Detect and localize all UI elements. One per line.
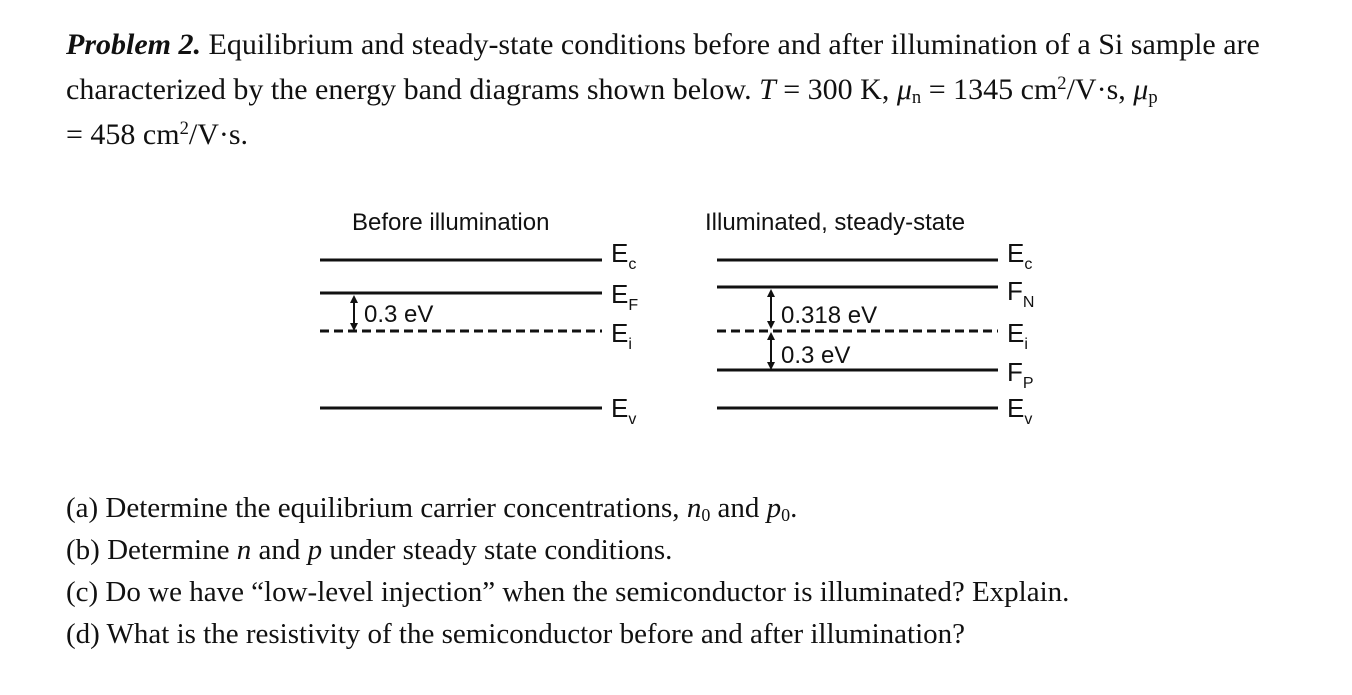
question-b: (b) Determine n and p under steady state conditions.	[66, 534, 673, 566]
after-fn-label: $F_N$	[1007, 276, 1035, 311]
before-title: Before illumination	[352, 209, 550, 236]
after-title: Illuminated, steady-state	[705, 209, 966, 236]
after-lower-label: 0.3 eV	[781, 342, 851, 369]
mu-p-unit: /V·s.	[188, 118, 249, 151]
before-ev-label: $E_v$	[611, 393, 637, 428]
after-ei-label: $E_i$	[1007, 318, 1028, 353]
before-gap-label: 0.3 eV	[364, 301, 434, 328]
temperature-symbol: T	[759, 73, 776, 106]
question-d: (d) What is the resistivity of the semiconductor before and after illumination?	[66, 618, 965, 650]
before-ei-label: $E_i$	[611, 318, 632, 353]
before-ec-label: $E_c$	[611, 238, 637, 273]
illuminated-panel	[705, 209, 1034, 428]
problem-text: Equilibrium and steady-state conditions before and after illumination of a Si sample are characterized by the energy band diagrams shown below.	[66, 28, 1260, 106]
after-fp-label: $F_P$	[1007, 357, 1034, 392]
mu-p-exponent: 2	[179, 117, 189, 139]
before-ef-label: $E_F$	[611, 279, 639, 314]
question-list	[66, 487, 1316, 655]
mu-p-subscript: p	[1148, 87, 1158, 109]
mu-p-symbol: μ	[1133, 73, 1149, 106]
mu-n-exponent: 2	[1057, 72, 1067, 94]
after-upper-label: 0.318 eV	[781, 302, 878, 329]
mu-n-subscript: n	[911, 87, 922, 109]
before-illumination-panel	[320, 209, 638, 428]
problem-title: Problem 2.	[66, 28, 201, 61]
question-a: (a) Determine the equilibrium carrier concentrations, $n_0$ and $p_0$.	[66, 492, 798, 525]
mu-n-symbol: μ	[896, 73, 912, 106]
mu-n-value: = 1345 cm	[921, 73, 1058, 106]
question-c: (c) Do we have “low-level injection” when the semiconductor is illuminated? Explain.	[66, 576, 1070, 608]
mu-p-value: = 458 cm	[66, 118, 180, 151]
after-ec-label: $E_c$	[1007, 238, 1033, 273]
after-ev-label: $E_v$	[1007, 393, 1033, 428]
temperature-value: = 300 K,	[775, 73, 897, 106]
mu-n-unit: /V·s,	[1066, 73, 1134, 106]
